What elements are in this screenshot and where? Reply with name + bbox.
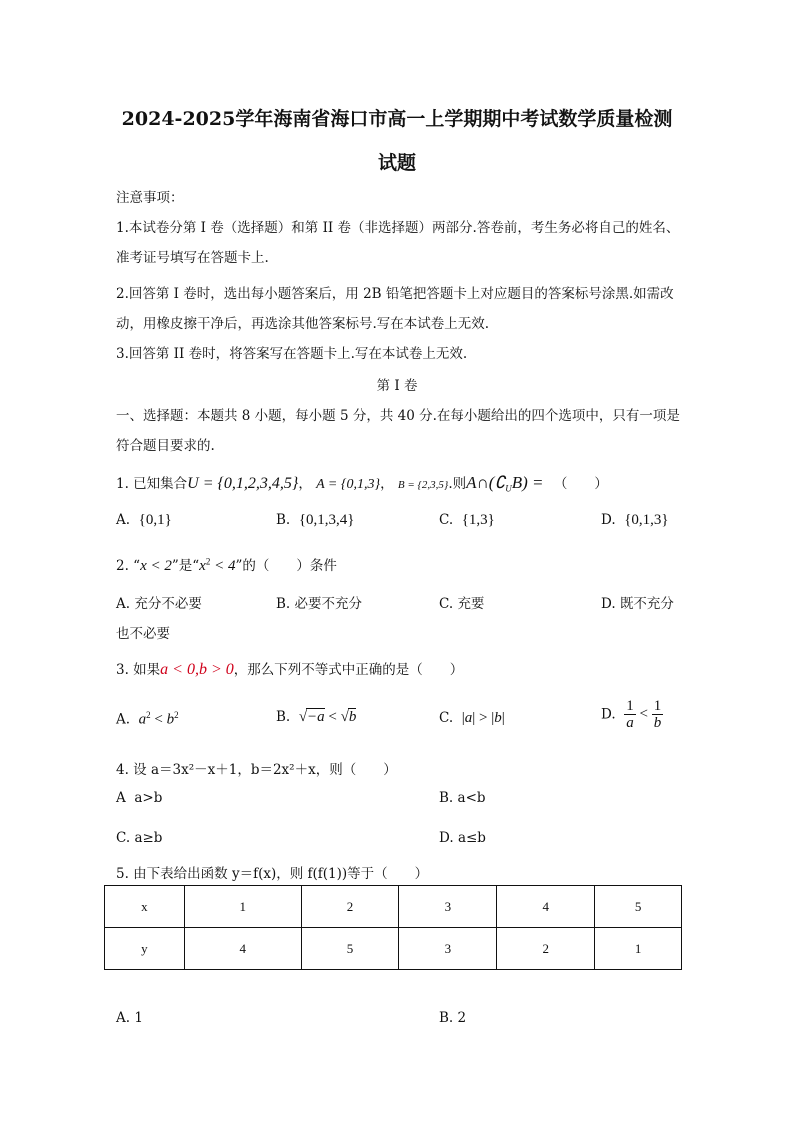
q1-set-a: A = {0,1,3}: [316, 477, 381, 492]
q1-ask: .则: [448, 476, 467, 492]
q1-option-c: C. {1,3}: [439, 512, 495, 528]
q3-condition: a < 0,b > 0: [160, 661, 234, 678]
q3-option-d: D. $\frac{1}{a}$ < $\frac{1}{b}$: [601, 698, 662, 731]
q2-option-d: D. 既不充分: [601, 596, 674, 612]
exam-title-line1: 2024-2025学年海南省海口市高一上学期期中考试数学质量检测: [121, 108, 673, 130]
question-1-stem: 1. 已知集合U = {0,1,2,3,4,5}， A = {0,1,3}， B = {2,3,5}.则$A\cap(∁_UB)$ = （ ）: [116, 473, 608, 494]
q3-option-b: B. √−a < √b: [276, 709, 357, 725]
section-desc-1: 一、选择题：本题共 8 小题，每小题 5 分，共 40 分.在每小题给出的四个选项中，只有一项是: [116, 408, 680, 424]
q1-option-a: A. {0,1}: [116, 512, 172, 528]
table-cell: 3: [399, 886, 497, 928]
question-2-stem: 2. “x < 2”是“$x^2 < 4$”的（ ）条件: [116, 556, 337, 574]
q1-option-b: B. {0,1,3,4}: [276, 512, 355, 528]
q2-option-d-wrap: 也不必要: [116, 626, 170, 642]
notice-heading: 注意事项：: [116, 190, 184, 206]
table-cell: x: [105, 886, 185, 928]
q2-cond-2: x: [199, 558, 206, 574]
notice-line-3: 2.回答第 I 卷时，选出每小题答案后，用 2B 铅笔把答题卡上对应题目的答案标号涂黑.如需改: [116, 286, 674, 302]
q2-option-a: A. 充分不必要: [116, 596, 202, 612]
table-cell: 4: [497, 886, 595, 928]
question-5-stem: 5. 由下表给出函数 y＝f(x)，则 f(f(1))等于（ ）: [116, 866, 429, 882]
table-cell: 5: [595, 886, 682, 928]
q1-option-d: D. {0,1,3}: [601, 512, 669, 528]
q2-option-c: C. 充要: [439, 596, 485, 612]
q4-option-c: C. a≥b: [116, 830, 163, 846]
q1-answer-paren: （ ）: [553, 476, 608, 492]
q5-option-a: A. 1: [116, 1010, 143, 1026]
table-cell: 1: [184, 886, 301, 928]
table-row-y: [105, 928, 682, 970]
notice-line-4: 动，用橡皮擦干净后，再选涂其他答案标号.写在本试卷上无效.: [116, 316, 490, 332]
notice-line-1: 1.本试卷分第 I 卷（选择题）和第 II 卷（非选择题）两部分.答卷前，考生务必将自己的姓名、: [116, 220, 680, 236]
notice-line-5: 3.回答第 II 卷时，将答案写在答题卡上.写在本试卷上无效.: [116, 346, 468, 362]
table-cell: 2: [497, 928, 595, 970]
q1-prefix: 1. 已知集合: [116, 476, 188, 492]
question-4-stem: 4. 设 a＝3x²－x＋1，b＝2x²＋x，则（ ）: [116, 762, 397, 778]
q3-option-c: C. |a| > |b|: [439, 710, 505, 726]
table-cell: y: [105, 928, 185, 970]
table-cell: 3: [399, 928, 497, 970]
q4-option-d: D. a≤b: [439, 830, 486, 846]
q1-set-u: U = {0,1,2,3,4,5}: [187, 475, 299, 492]
question-3-stem: 3. 如果a < 0,b > 0，那么下列不等式中正确的是（ ）: [116, 661, 464, 678]
table-cell: 5: [301, 928, 399, 970]
q1-expr-end: B) =: [511, 473, 544, 492]
section-title: 第 I 卷: [376, 378, 418, 394]
q1-set-b: B = {2,3,5}: [397, 479, 449, 491]
table-row-x: [105, 886, 682, 928]
q4-option-a: A a>b: [116, 790, 163, 806]
table-cell: 4: [184, 928, 301, 970]
table-cell: 1: [595, 928, 682, 970]
section-desc-2: 符合题目要求的.: [116, 438, 215, 454]
q2-cond-1: x < 2: [140, 558, 172, 574]
q1-expr-sub: U: [505, 483, 512, 494]
table-cell: 2: [301, 886, 399, 928]
q4-option-b: B. a<b: [439, 790, 486, 806]
q1-expr: A∩(∁: [466, 473, 506, 492]
q3-option-a: A. $a^2 < b^2$: [116, 710, 179, 728]
exam-title-line2: 试题: [377, 152, 416, 174]
q2-option-b: B. 必要不充分: [276, 596, 363, 612]
function-value-table: [104, 885, 682, 970]
q5-option-b: B. 2: [439, 1010, 467, 1026]
notice-line-2: 准考证号填写在答题卡上.: [116, 250, 269, 266]
